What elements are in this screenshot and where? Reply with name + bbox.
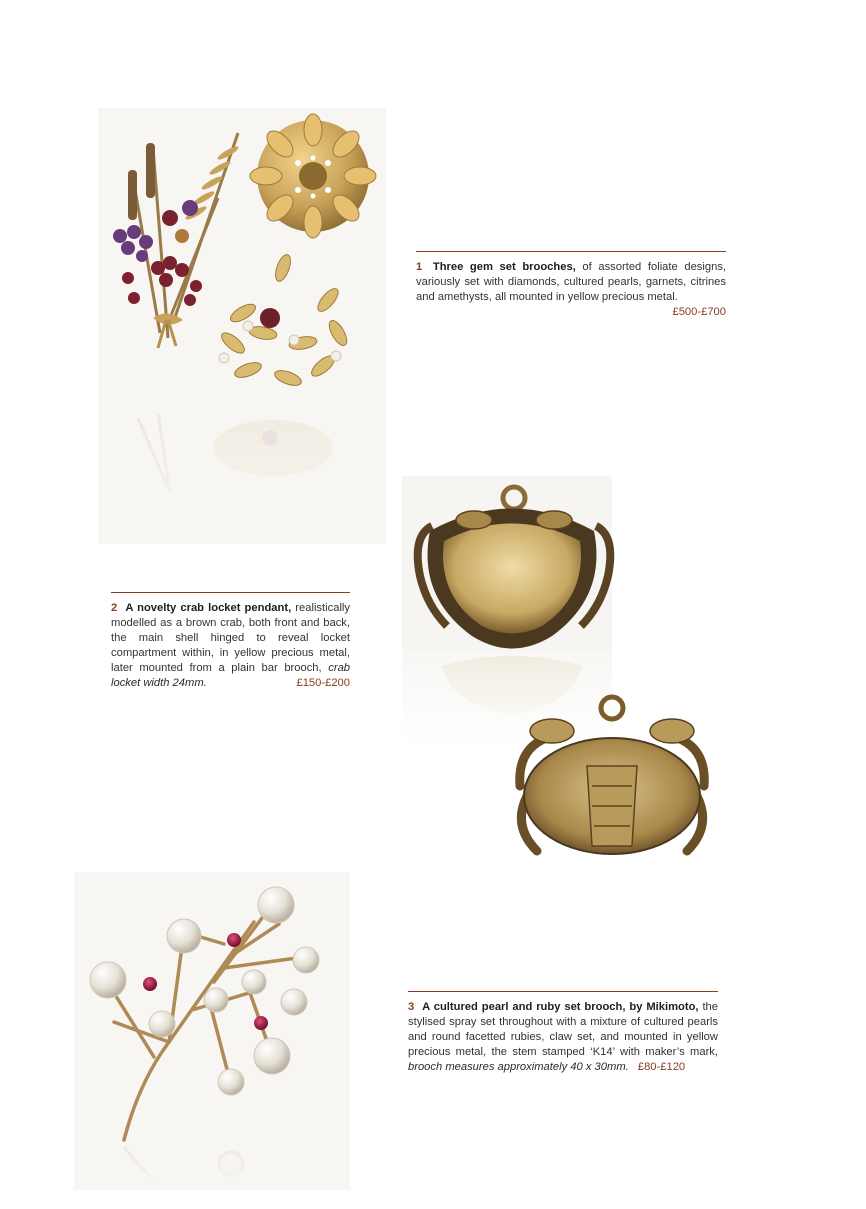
lot-1-title: Three gem set brooches, (432, 261, 576, 273)
lot-3-photo (74, 872, 350, 1190)
lot-2-number: 2 (111, 602, 118, 614)
lot-2-entry (111, 592, 350, 691)
lot-1-estimate: £500-£700 (672, 306, 726, 318)
lot-3-estimate: £80-£120 (637, 1061, 686, 1073)
lot-1-rule (416, 251, 726, 252)
lot-3-title: A cultured pearl and ruby set brooch, by Mikimoto, (422, 1001, 699, 1013)
lot-2-description: realistically modelled as a brown crab, both front and back, the main shell hinged to reveal locket compartment within, in yellow precious metal, later mounted from a plain bar brooch, (111, 602, 351, 674)
lot-2-measurement: crab locket width 24mm. (111, 662, 351, 689)
lot-3-number: 3 (408, 1001, 415, 1013)
lot-2-title: A novelty crab locket pendant, (125, 602, 292, 614)
lot-1-photo (98, 108, 386, 544)
lot-2-photo (402, 476, 712, 870)
lot-1-entry (416, 251, 726, 320)
lot-3-entry (408, 991, 718, 1075)
lot-2-rule (111, 592, 350, 593)
lot-1-number: 1 (416, 261, 423, 273)
lot-3-rule (408, 991, 718, 992)
lot-2-estimate: £150-£200 (296, 677, 350, 689)
lot-1-description: of assorted foliate designs, variously set with diamonds, cultured pearls, garnets, citrines and amethysts, all mounted in yellow precious metal. (416, 261, 727, 303)
lot-3-measurement: brooch measures approximately 40 x 30mm. (408, 1061, 629, 1073)
lot-3-description: the stylised spray set throughout with a mixture of cultured pearls and round facetted rubies, claw set, and mounted in yellow precious metal, the stem stamped ‘K14’ with maker’s mark, (408, 1001, 719, 1058)
